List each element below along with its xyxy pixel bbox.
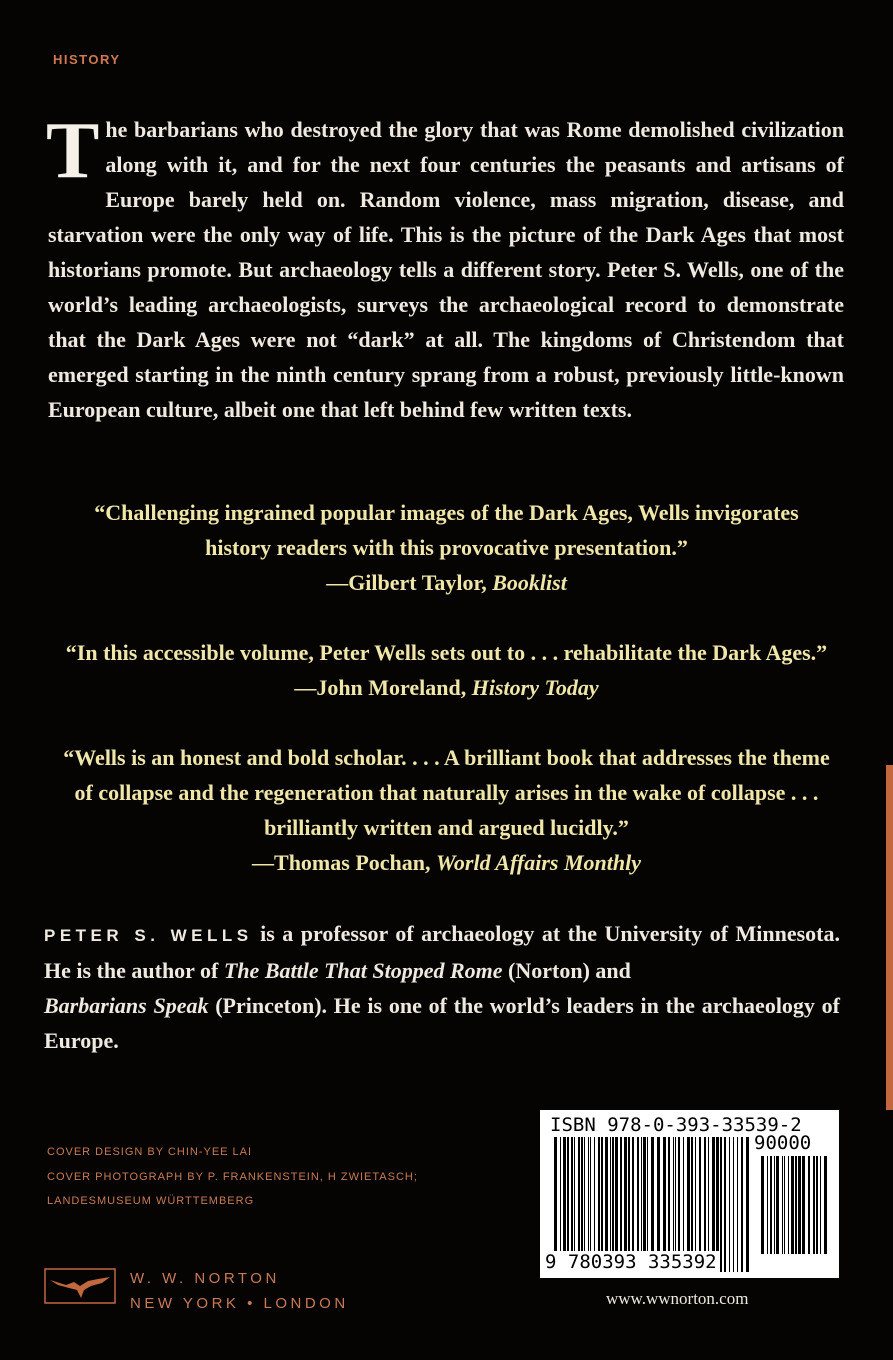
quote-attribution (60, 845, 833, 880)
barcode-addon-bars (761, 1156, 827, 1254)
description-paragraph (46, 107, 844, 427)
review-quote (60, 635, 833, 705)
quote-reviewer: —Gilbert Taylor, (326, 570, 487, 595)
isbn-barcode (540, 1110, 839, 1278)
website-url: www.wwnorton.com (606, 1289, 749, 1308)
publisher-cities: NEW YORK • LONDON (130, 1295, 349, 1312)
book-title: Barbarians Speak (44, 993, 209, 1018)
cover-credits (47, 1140, 418, 1214)
quote-reviewer: —Thomas Pochan, (252, 850, 431, 875)
quote-source: World Affairs Monthly (436, 850, 641, 875)
review-quote (60, 740, 833, 880)
isbn-number: ISBN 978-0-393-33539-2 (550, 1114, 802, 1136)
quote-text: “Wells is an honest and bold scholar. . . . A brilliant book that addresses the theme of collapse and the regeneration that naturally arises in the wake of collapse . . . brilliantly written and argued lucidly.” (63, 745, 830, 840)
description-text: he barbarians who destroyed the glory that was Rome demolished civilization along with it, and for the next four centuries the peasants and artisans of Europe barely held on. Random violence, mass migration, disease, and starvation were the only way of life. This is the picture of the Dark Ages that most historians promote. But archaeology tells a different story. Peter S. Wells, one of the world’s leading archaeologists, surveys the archaeological record to demonstrate that the Dark Ages were not “dark” at all. The kingdoms of Christendom that emerged starting in the ninth century sprang from a robust, previously little-known European culture, albeit one that left behind few written texts. (48, 117, 844, 422)
quote-reviewer: —John Moreland, (294, 675, 467, 700)
bio-text: (Norton) and (508, 958, 631, 983)
norton-bird-icon (44, 1268, 116, 1304)
bio-text: is a professor of archaeology at the University of Minnesota. He is the author of (44, 921, 841, 983)
bio-text: (Princeton). He is one of the world’s leaders in the archaeology of Europe. (44, 993, 841, 1053)
credit-line: LANDESMUSEUM WÜRTTEMBERG (47, 1195, 255, 1207)
ean-digits: 9 780393 335392 (545, 1251, 717, 1273)
author-bio (44, 916, 840, 1058)
credit-line: COVER PHOTOGRAPH BY P. FRANKENSTEIN, H ZWIETASCH; (47, 1170, 418, 1183)
quote-attribution (60, 565, 833, 600)
book-title: The Battle That Stopped Rome (223, 958, 503, 983)
category-label: HISTORY (53, 52, 121, 67)
publisher-name: W. W. NORTON (130, 1270, 280, 1287)
quote-source: History Today (471, 675, 599, 700)
author-name: PETER S. WELLS (44, 926, 253, 945)
spine-edge-strip (886, 765, 893, 1110)
price-code: 90000 (754, 1132, 812, 1154)
quote-text: “In this accessible volume, Peter Wells sets out to . . . rehabilitate the Dark Ages.” (65, 640, 828, 665)
review-quote (60, 495, 833, 600)
quote-text: “Challenging ingrained popular images of the Dark Ages, Wells invigorates history readers with this provocative presentation.” (94, 500, 799, 560)
quote-source: Booklist (492, 570, 567, 595)
drop-cap: T (46, 107, 100, 195)
publisher-block (130, 1266, 349, 1316)
credit-line: COVER DESIGN BY CHIN-YEE LAI (47, 1146, 253, 1158)
